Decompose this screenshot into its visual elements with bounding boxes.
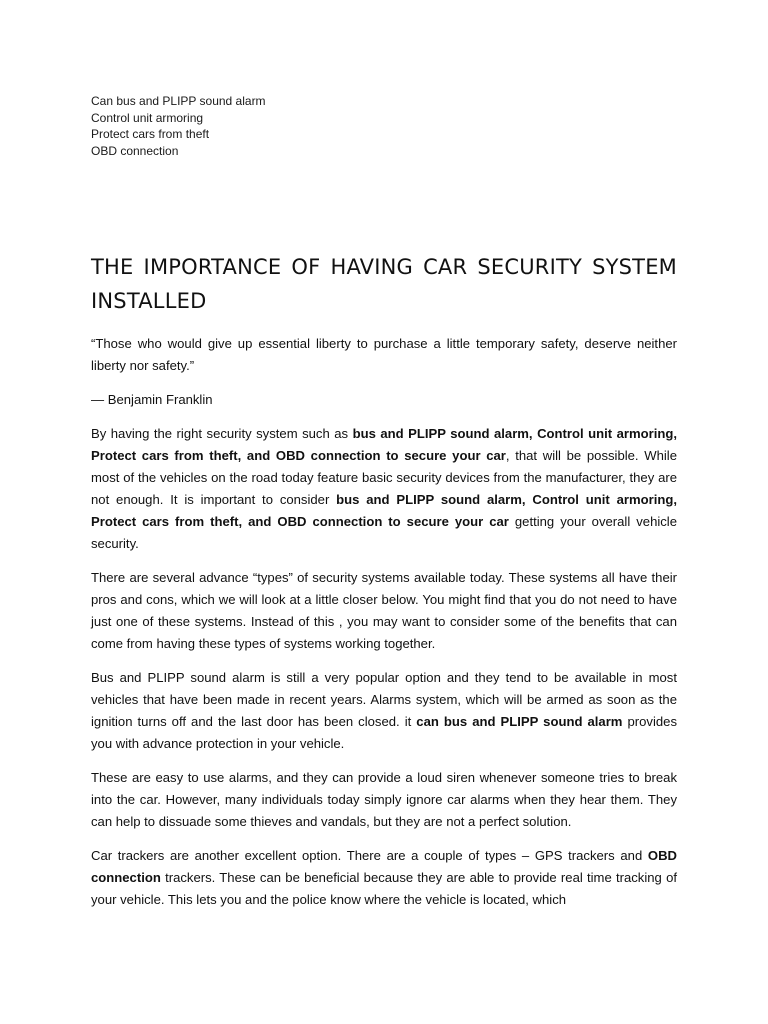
paragraph-sound-alarm: [91, 667, 677, 755]
paragraph-text: provides you with advance protection in your vehicle.: [91, 714, 677, 751]
keyword-item: Control unit armoring: [91, 110, 204, 125]
paragraph-text: , that will be possible. While most of the vehicles on the road today feature basic security devices from the manufacturer, they are not enough. It is important to consider: [91, 448, 677, 507]
quote-attribution: ― Benjamin Franklin: [91, 392, 213, 407]
keyword-item: Can bus and PLIPP sound alarm: [91, 94, 266, 108]
keyword-item: Protect cars from theft: [91, 127, 210, 141]
paragraph-car-trackers: [91, 845, 677, 911]
paragraph-types: There are several advance “types” of security systems available today. These systems all have their pros and cons, which we will look at a little closer below. You might find that you do not need to have just one of these systems. Instead of this , you may want to consider some of the benefits that can come from having these types of systems working together.: [91, 570, 677, 651]
bold-keywords: bus and PLIPP sound alarm, Control unit armoring, Protect cars from theft, and OBD connection to secure your car: [91, 426, 677, 463]
paragraph-text: getting your overall vehicle security.: [91, 514, 677, 551]
quote-paragraph: “Those who would give up essential liberty to purchase a little temporary safety, deserve neither liberty nor safety.”: [91, 336, 677, 373]
bold-keywords: bus and PLIPP sound alarm, Control unit armoring, Protect cars from theft, and OBD connection to secure your car: [91, 492, 677, 529]
paragraph-security-system: [91, 423, 677, 555]
paragraph-text: trackers. These can be beneficial because they are able to provide real time tracking of your vehicle. This lets you and the police know where the vehicle is located, which: [91, 870, 677, 907]
paragraph-text: By having the right security system such as: [91, 426, 353, 441]
keyword-item: OBD connection: [91, 143, 179, 158]
paragraph-text: Bus and PLIPP sound alarm is still a very popular option and they tend to be available in most vehicles that have been made in recent years. Alarms system, which will be armed as soon as the ignition turns off and the last door has been closed. it: [91, 670, 677, 729]
paragraph-text: Car trackers are another excellent option. There are a couple of types – GPS trackers and: [91, 848, 648, 863]
article-body: [91, 333, 677, 923]
bold-keywords: can bus and PLIPP sound alarm: [416, 714, 623, 729]
article-title: THE IMPORTANCE OF HAVING CAR SECURITY SYSTEM INSTALLED: [91, 255, 677, 313]
paragraph-easy-alarms: These are easy to use alarms, and they can provide a loud siren whenever someone tries to break into the car. However, many individuals today simply ignore car alarms when they hear them. They can help to dissuade some thieves and vandals, but they are not a perfect solution.: [91, 770, 677, 829]
keyword-list: [91, 93, 266, 159]
bold-keywords: OBD connection: [91, 848, 677, 885]
